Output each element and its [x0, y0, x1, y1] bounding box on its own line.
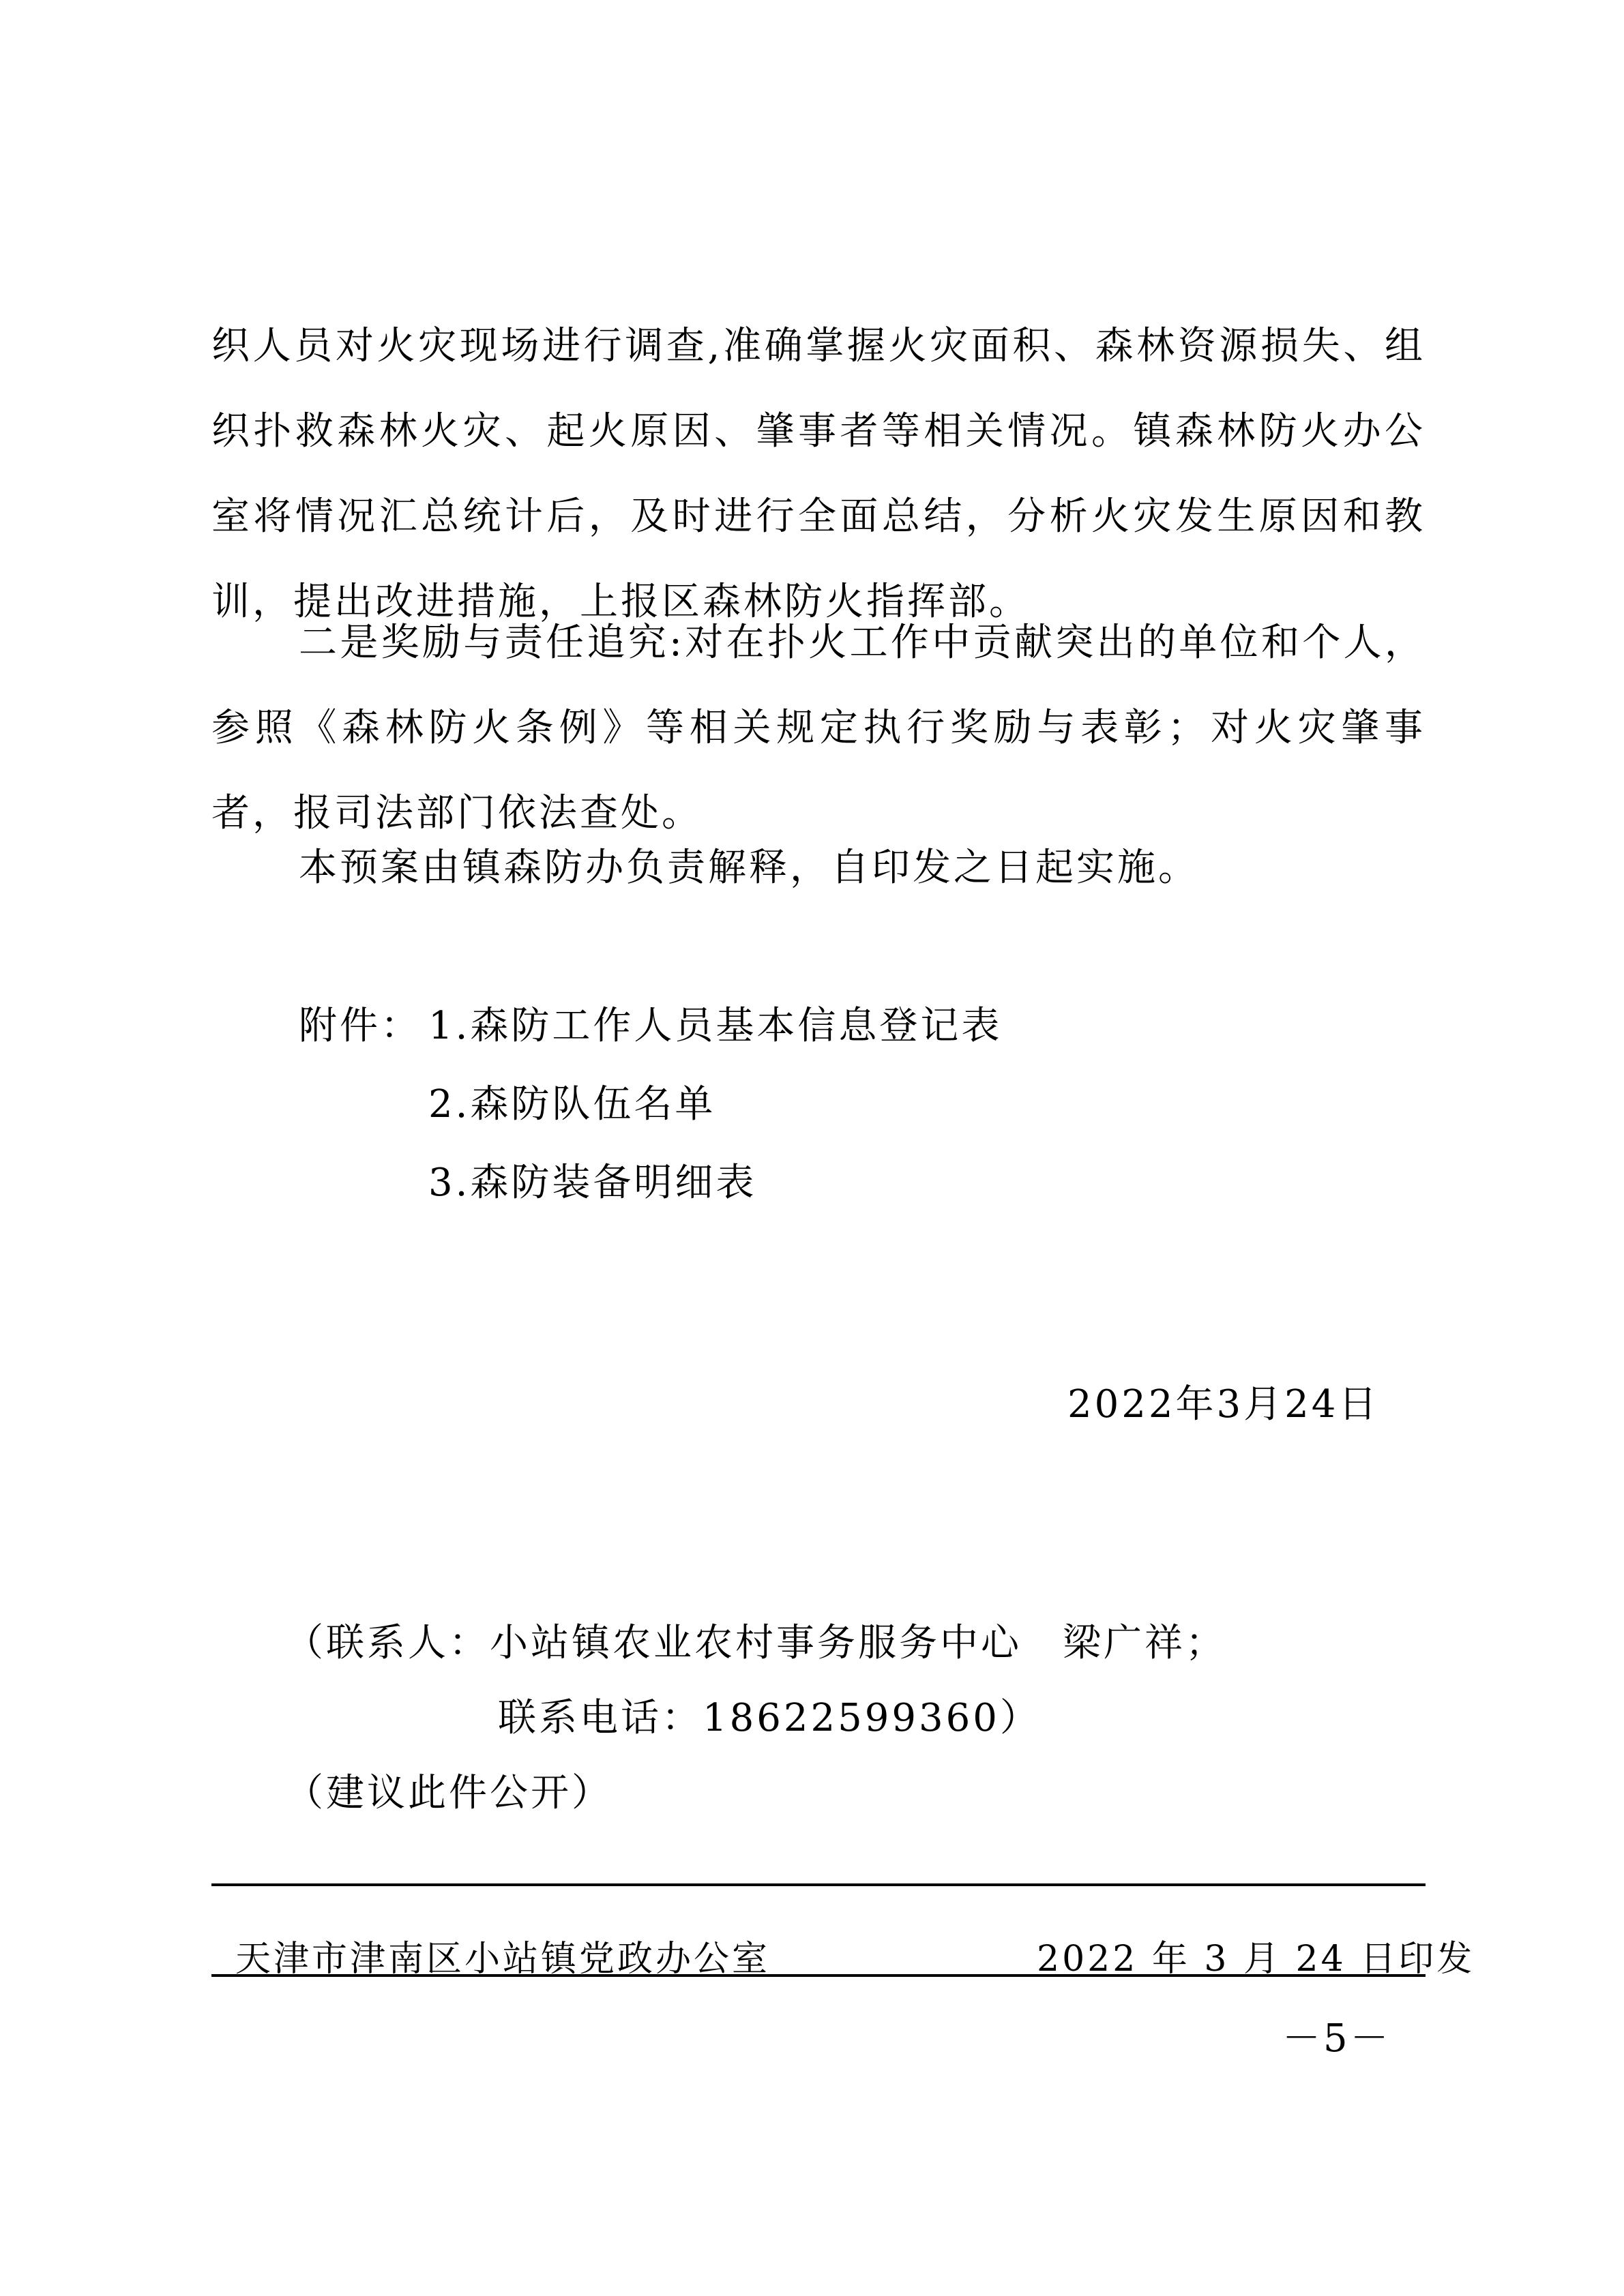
attachment-item: 3.森防装备明细表 — [428, 1161, 757, 1205]
footer-bottom-rule — [211, 1974, 1426, 1977]
attachments-label: 附件： — [299, 1004, 422, 1048]
public-disclosure-note: （建议此件公开） — [285, 1771, 612, 1815]
issue-date: 2022 年 3 月 24 日印发 — [1037, 1939, 1475, 1980]
body-paragraph-1: 织人员对火灾现场进行调查,准确掌握火灾面积、森林资源损失、组织扑救森林火灾、起火原因、肇事者等相关情况。镇森林防火办公室将情况汇总统计后，及时进行全面总结，分析火灾发生原因和教训，提出改进措施，上报区森林防火指挥部。 — [211, 324, 1426, 624]
footer-top-rule — [211, 1883, 1426, 1886]
body-paragraph-2: 二是奖励与责任追究:对在扑火工作中贡献突出的单位和个人，参照《森林防火条例》等相关规定执行奖励与表彰；对火灾肇事者，报司法部门依法查处。 — [211, 621, 1426, 835]
contact-phone: 联系电话：18622599360） — [498, 1696, 1041, 1740]
issuing-office: 天津市津南区小站镇党政办公室 — [235, 1939, 771, 1980]
attachment-item: 1.森防工作人员基本信息登记表 — [428, 1004, 1003, 1048]
attachment-item: 2.森防队伍名单 — [428, 1082, 716, 1127]
contact-person: （联系人：小站镇农业农村事务服务中心 梁广祥； — [285, 1621, 1226, 1665]
page-number: －5－ — [1282, 2016, 1391, 2061]
document-date: 2022年3月24日 — [1067, 1382, 1380, 1427]
body-paragraph-3: 本预案由镇森防办负责解释，自印发之日起实施。 — [299, 846, 1199, 890]
